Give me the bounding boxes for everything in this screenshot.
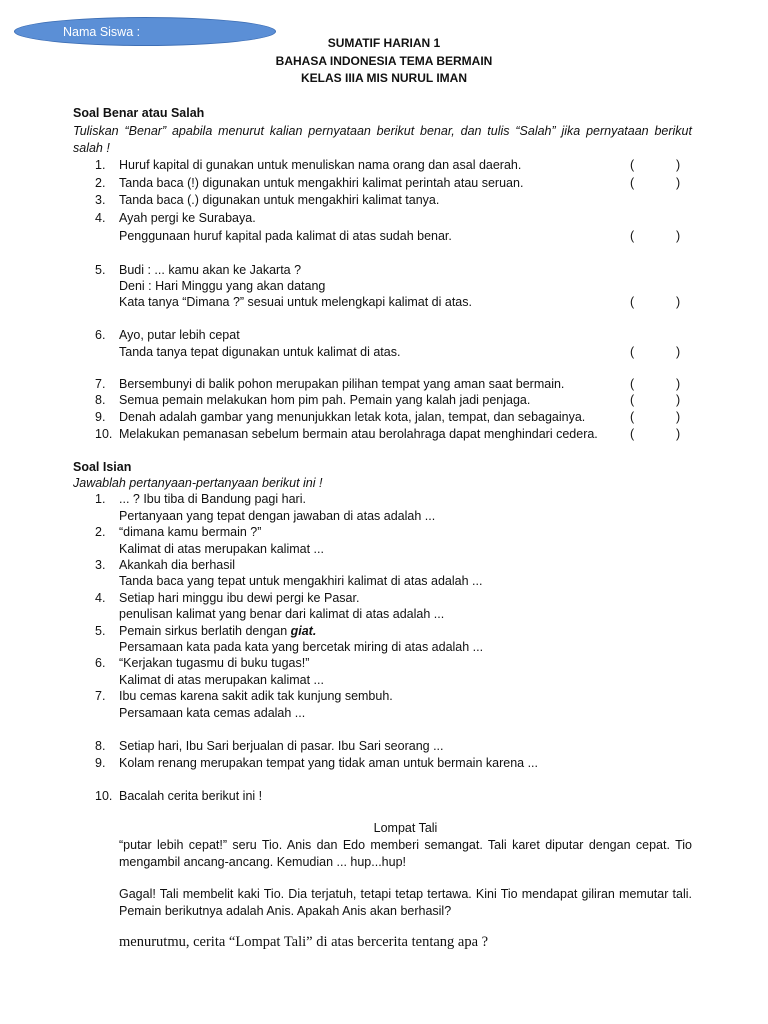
s1-item-text: Semua pemain melakukan hom pim pah. Pemain yang kalah jadi penjaga. — [119, 393, 531, 407]
s2-item-text: Ibu cemas karena sakit adik tak kunjung sembuh. — [119, 689, 393, 703]
s1-item-text: Kata tanya “Dimana ?” sesuai untuk melengkapi kalimat di atas. — [119, 295, 472, 309]
story-paragraph: Gagal! Tali membelit kaki Tio. Dia terjatuh, tetapi tetap tertawa. Kini Tio mendapat giliran memutar tali. Pemain berikutnya adalah Anis. Apakah Anis akan berhasil? — [119, 887, 692, 918]
story-question: menurutmu, cerita “Lompat Tali” di atas bercerita tentang apa ? — [119, 934, 489, 950]
s2-item-text: Setiap hari minggu ibu dewi pergi ke Pasar. — [119, 591, 360, 605]
s1-item-number: 8. — [95, 393, 106, 407]
answer-paren-open: ( — [630, 229, 635, 243]
answer-paren-open: ( — [630, 176, 635, 190]
s2-item-text: Persamaan kata pada kata yang bercetak miring di atas adalah ... — [119, 640, 484, 654]
s1-item-text: Melakukan pemanasan sebelum bermain atau berolahraga dapat menghindari cedera. — [119, 427, 598, 441]
s2-item-number: 3. — [95, 558, 106, 572]
section1-title: Soal Benar atau Salah — [73, 106, 205, 120]
s1-item-text: Bersembunyi di balik pohon merupakan pilihan tempat yang aman saat bermain. — [119, 377, 565, 391]
answer-paren-open: ( — [630, 295, 635, 309]
s1-item-number: 7. — [95, 377, 106, 391]
s2-item-text — [119, 624, 316, 638]
answer-paren-open: ( — [630, 393, 635, 407]
student-name-label: Nama Siswa : — [63, 25, 141, 39]
s1-item-number: 9. — [95, 410, 106, 424]
s2-item-text: Akankah dia berhasil — [119, 558, 236, 572]
answer-paren-close: ) — [676, 176, 681, 190]
s1-item-number: 3. — [95, 193, 106, 207]
answer-paren-close: ) — [676, 427, 681, 441]
s2-item-text: Kolam renang merupakan tempat yang tidak aman untuk bermain karena ... — [119, 756, 538, 770]
section2-title: Soal Isian — [73, 460, 132, 474]
s2-item-text: Bacalah cerita berikut ini ! — [119, 789, 263, 803]
s1-item-number: 2. — [95, 176, 106, 190]
s1-item-text: Tanda baca (.) digunakan untuk mengakhiri kalimat tanya. — [119, 193, 440, 207]
s1-item-number: 4. — [95, 211, 106, 225]
answer-paren-open: ( — [630, 158, 635, 172]
s2-item-number: 2. — [95, 525, 106, 539]
answer-paren-close: ) — [676, 229, 681, 243]
s2-item-text: “dimana kamu bermain ?” — [119, 525, 262, 539]
s1-item-text: Denah adalah gambar yang menunjukkan letak kota, jalan, tempat, dan sebagainya. — [119, 410, 586, 424]
answer-paren-close: ) — [676, 345, 681, 359]
s2-item-text: Persamaan kata cemas adalah ... — [119, 706, 306, 720]
answer-paren-close: ) — [676, 295, 681, 309]
s1-item-number: 1. — [95, 158, 106, 172]
s2-item-text-part: Pemain sirkus berlatih dengan — [119, 624, 291, 638]
s2-item-number: 10. — [95, 789, 113, 803]
answer-paren-close: ) — [676, 377, 681, 391]
s1-item-text: Huruf kapital di gunakan untuk menuliskan nama orang dan asal daerah. — [119, 158, 522, 172]
s1-item-text: Ayo, putar lebih cepat — [119, 328, 240, 342]
s1-item-number: 5. — [95, 263, 106, 277]
s1-item-text: Budi : ... kamu akan ke Jakarta ? — [119, 263, 302, 277]
s2-item-number: 8. — [95, 739, 106, 753]
s2-item-number: 9. — [95, 756, 106, 770]
doc-title: SUMATIF HARIAN 1 — [327, 36, 441, 50]
s2-item-number: 5. — [95, 624, 106, 638]
s2-item-number: 6. — [95, 656, 106, 670]
s1-item-text: Ayah pergi ke Surabaya. — [119, 211, 256, 225]
answer-paren-close: ) — [676, 410, 681, 424]
s2-item-text: Pertanyaan yang tepat dengan jawaban di atas adalah ... — [119, 509, 436, 523]
s2-item-text: Kalimat di atas merupakan kalimat ... — [119, 673, 324, 687]
answer-paren-open: ( — [630, 410, 635, 424]
s1-item-text: Deni : Hari Minggu yang akan datang — [119, 279, 326, 293]
s2-item-text: ... ? Ibu tiba di Bandung pagi hari. — [119, 492, 306, 506]
s1-item-text: Penggunaan huruf kapital pada kalimat di atas sudah benar. — [119, 229, 452, 243]
section2-instruction: Jawablah pertanyaan-pertanyaan berikut ini ! — [73, 476, 323, 490]
italic-bold-word: giat — [290, 624, 313, 638]
section1-instruction: Tuliskan “Benar” apabila menurut kalian pernyataan berikut benar, dan tulis “Salah” jika pernyataan berikut salah ! — [73, 124, 692, 155]
story-paragraph: “putar lebih cepat!” seru Tio. Anis dan Edo memberi semangat. Tali karet diputar dengan cepat. Tio mengambil ancang-ancang. Kemudian ... hup...hup! — [119, 838, 692, 869]
doc-class: KELAS IIIA MIS NURUL IMAN — [300, 71, 467, 85]
s2-item-text-part: . — [312, 624, 317, 638]
s1-item-number: 6. — [95, 328, 106, 342]
s2-item-number: 4. — [95, 591, 106, 605]
doc-subject: BAHASA INDONESIA TEMA BERMAIN — [275, 54, 493, 68]
s1-item-text: Tanda baca (!) digunakan untuk mengakhiri kalimat perintah atau seruan. — [119, 176, 524, 190]
s2-item-text: Setiap hari, Ibu Sari berjualan di pasar. Ibu Sari seorang ... — [119, 739, 444, 753]
s2-item-text: Tanda baca yang tepat untuk mengakhiri kalimat di atas adalah ... — [119, 574, 483, 588]
answer-paren-open: ( — [630, 427, 635, 441]
s2-item-number: 1. — [95, 492, 106, 506]
s1-item-text: Tanda tanya tepat digunakan untuk kalimat di atas. — [119, 345, 401, 359]
s2-item-text: penulisan kalimat yang benar dari kalimat di atas adalah ... — [119, 607, 445, 621]
answer-paren-close: ) — [676, 393, 681, 407]
answer-paren-close: ) — [676, 158, 681, 172]
s2-item-text: “Kerjakan tugasmu di buku tugas!” — [119, 656, 310, 670]
s2-item-text: Kalimat di atas merupakan kalimat ... — [119, 542, 324, 556]
s1-item-number: 10. — [95, 427, 113, 441]
answer-paren-open: ( — [630, 345, 635, 359]
answer-paren-open: ( — [630, 377, 635, 391]
story-title: Lompat Tali — [373, 821, 438, 835]
s2-item-number: 7. — [95, 689, 106, 703]
